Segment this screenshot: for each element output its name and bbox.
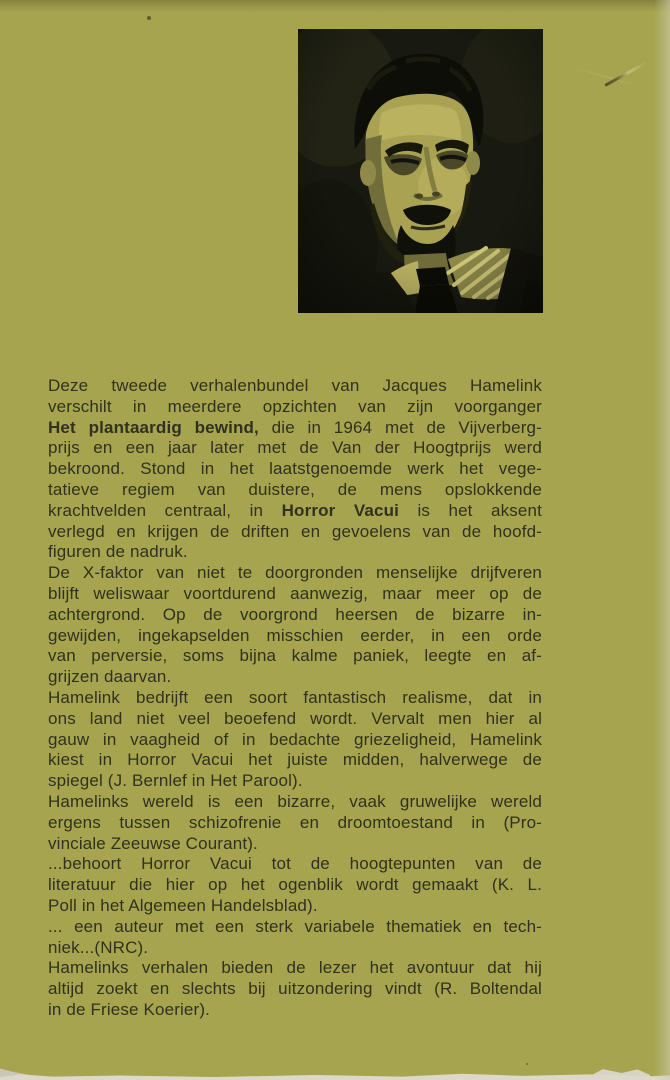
blurb-text: in de Friese Koerier).: [48, 999, 211, 1019]
blurb-line-20: [48, 771, 542, 792]
blurb-text: grijzen daarvan.: [48, 667, 172, 687]
blurb-text: die in 1964 met de Vijverberg-: [258, 417, 542, 437]
blurb-line-4: [48, 438, 542, 459]
scan-edge-highlight: [654, 0, 670, 1080]
back-cover-blurb: [48, 376, 542, 1021]
blurb-line-3: [48, 418, 542, 439]
blurb-text: Poll in het Algemeen Handelsblad).: [48, 895, 318, 915]
blurb-line-9: [48, 542, 542, 563]
blurb-text: De X-faktor van niet te doorgronden menselijke drijfveren: [48, 563, 542, 583]
blurb-text: verschilt in meerdere opzichten van zijn voorganger: [48, 396, 542, 416]
blurb-bold-text: Het plantaardig bewind,: [48, 417, 259, 437]
blurb-text: blijft weliswaar voortdurend aanwezig, maar meer op de: [48, 583, 542, 603]
blurb-line-6: [48, 480, 542, 501]
blurb-line-5: [48, 459, 542, 480]
blurb-line-24: [48, 854, 542, 875]
blurb-line-15: [48, 667, 542, 688]
blurb-line-10: [48, 563, 542, 584]
blurb-line-22: [48, 813, 542, 834]
blurb-line-14: [48, 646, 542, 667]
blurb-line-13: [48, 626, 542, 647]
blurb-text: Hamelinks wereld is een bizarre, vaak gruwelijke wereld: [48, 791, 542, 811]
blurb-text: literatuur die hier op het ogenblik wordt gemaakt (K. L.: [48, 875, 542, 895]
scan-edge-strip: [0, 1072, 670, 1080]
blurb-line-1: [48, 376, 542, 397]
blurb-line-18: [48, 730, 542, 751]
blurb-line-26: [48, 896, 542, 917]
blurb-text: tatieve regiem van duistere, de mens opslokkende: [48, 479, 542, 499]
blurb-text: ons land niet veel beoefend wordt. Vervalt men hier al: [48, 708, 542, 728]
blurb-text: figuren de nadruk.: [48, 542, 188, 562]
blurb-line-7: [48, 501, 542, 522]
author-portrait-svg: [298, 29, 543, 313]
blurb-text: bekroond. Stond in het laatstgenoemde werk het vege-: [48, 459, 542, 479]
blurb-text: verlegd en krijgen de driften en gevoelens van de hoofd-: [48, 521, 542, 541]
blurb-text: Deze tweede verhalenbundel van Jacques Hamelink: [48, 376, 542, 395]
blurb-line-21: [48, 792, 542, 813]
blurb-text: van perversie, soms bijna kalme paniek, leegte en af-: [48, 646, 542, 666]
blurb-line-28: [48, 938, 542, 959]
blurb-text: ...behoort Horror Vacui tot de hoogtepunten van de: [48, 854, 542, 874]
blurb-line-19: [48, 750, 542, 771]
blurb-text: gauw in vaagheid of in bedachte griezeligheid, Hamelink: [48, 729, 542, 749]
blurb-bold-text: Horror Vacui: [281, 500, 400, 520]
blurb-text: krachtvelden centraal, in: [48, 500, 282, 520]
blurb-line-2: [48, 397, 542, 418]
photo-vignette: [298, 29, 543, 313]
blurb-line-16: [48, 688, 542, 709]
blurb-line-8: [48, 522, 542, 543]
blurb-text: gewijden, ingekapselden misschien eerder, in een orde: [48, 625, 542, 645]
blurb-text: kiest in Horror Vacui het juiste midden, halverwege de: [48, 750, 542, 770]
blurb-line-23: [48, 834, 542, 855]
author-portrait-photo: [298, 29, 543, 313]
blurb-text: ergens tussen schizofrenie en droomtoestand in (Pro-: [48, 812, 542, 832]
blurb-line-12: [48, 605, 542, 626]
blurb-line-25: [48, 875, 542, 896]
blurb-text: Hamelink bedrijft een soort fantastisch realisme, dat in: [48, 687, 542, 707]
blurb-text: achtergrond. Op de voorgrond heersen de bizarre in-: [48, 604, 542, 624]
blurb-text: ... een auteur met een sterk variabele thematiek en tech-: [48, 916, 542, 936]
blurb-line-29: [48, 958, 542, 979]
blurb-text: prijs en een jaar later met de Van der Hoogtprijs werd: [48, 438, 542, 458]
blurb-line-17: [48, 709, 542, 730]
blurb-line-30: [48, 979, 542, 1000]
blurb-text: altijd zoekt en slechts bij uitzondering vindt (R. Boltendal: [48, 979, 542, 999]
blurb-text: spiegel (J. Bernlef in Het Parool).: [48, 771, 303, 791]
blurb-text: vinciale Zeeuwse Courant).: [48, 833, 258, 853]
blurb-text: is het aksent: [399, 500, 542, 520]
dust-speck: [147, 16, 151, 20]
blurb-line-27: [48, 917, 542, 938]
blurb-text: Hamelinks verhalen bieden de lezer het avontuur dat hij: [48, 958, 542, 978]
blurb-line-11: [48, 584, 542, 605]
blurb-line-31: [48, 1000, 542, 1021]
blurb-text: niek...(NRC).: [48, 937, 149, 957]
